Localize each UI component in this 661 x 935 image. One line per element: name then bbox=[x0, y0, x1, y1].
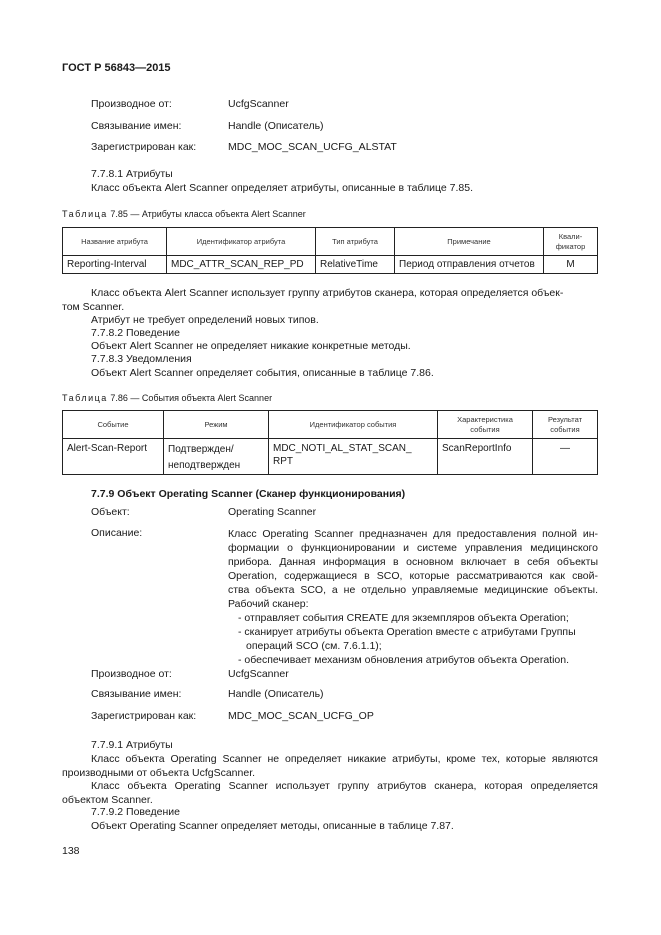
table-86-caption bbox=[62, 393, 272, 403]
col-header bbox=[438, 411, 533, 439]
col-header: Идентификатор события bbox=[269, 411, 438, 439]
col-header: Режим bbox=[164, 411, 269, 439]
col-header-line: события bbox=[550, 424, 580, 434]
table-cell: — bbox=[533, 439, 598, 475]
page-number: 138 bbox=[62, 845, 80, 857]
section-heading-7781: 7.7.8.1 Атрибуты bbox=[91, 168, 173, 180]
paragraph-line: том Scanner. bbox=[62, 301, 125, 313]
derived-label: Производное от: bbox=[91, 98, 172, 110]
object-value: Operating Scanner bbox=[228, 506, 317, 518]
derived-value: UcfgScanner bbox=[228, 668, 289, 680]
derived-value: UcfgScanner bbox=[228, 98, 289, 110]
col-header-line: Результат bbox=[547, 414, 583, 424]
col-header-line: фикатор bbox=[555, 241, 586, 251]
paragraph-line: объектом Scanner. bbox=[62, 794, 153, 806]
table-cell: Alert-Scan-Report bbox=[63, 439, 164, 475]
section-heading-7783: 7.7.8.3 Уведомления bbox=[91, 353, 192, 365]
table-85 bbox=[62, 227, 598, 274]
col-header bbox=[544, 228, 598, 256]
section-heading-7782: 7.7.8.2 Поведение bbox=[91, 327, 180, 339]
paragraph: Объект Alert Scanner определяет события, описанные в таблице 7.86. bbox=[91, 367, 434, 379]
section-heading-7792: 7.7.9.2 Поведение bbox=[91, 806, 180, 818]
description-label: Описание: bbox=[91, 527, 143, 539]
table-cell: Период отправления отчетов bbox=[395, 256, 544, 274]
paragraph: Объект Operating Scanner определяет методы, описанные в таблице 7.87. bbox=[91, 820, 454, 832]
table-85-caption bbox=[62, 209, 306, 219]
description-line: Operation, содержащиеся в SCO, которые рассматриваются как свой- bbox=[228, 570, 598, 582]
col-header: Событие bbox=[63, 411, 164, 439]
col-header: Тип атрибута bbox=[316, 228, 395, 256]
table-cell: M bbox=[544, 256, 598, 274]
col-header: Примечание bbox=[395, 228, 544, 256]
table-86 bbox=[62, 410, 598, 475]
paragraph bbox=[62, 779, 598, 807]
object-label: Объект: bbox=[91, 506, 130, 518]
col-header bbox=[533, 411, 598, 439]
description-line: формации о функционировании и системе управления медицинского bbox=[228, 542, 598, 554]
paragraph: Объект Alert Scanner не определяет никакие конкретные методы. bbox=[91, 340, 411, 352]
table-cell-line: неподтвержден bbox=[168, 460, 241, 471]
section-text-7781: Класс объекта Alert Scanner определяет атрибуты, описанные в таблице 7.85. bbox=[91, 182, 474, 194]
table-cell-line: MDC_NOTI_AL_STAT_SCAN_ bbox=[273, 443, 412, 454]
paragraph-line: Класс объекта Operating Scanner не определяет никакие атрибуты, кроме тех, которые являются bbox=[91, 753, 598, 765]
section-title-779: 7.7.9 Объект Operating Scanner (Сканер функционирования) bbox=[91, 488, 406, 500]
document-id: ГОСТ Р 56843—2015 bbox=[62, 62, 171, 74]
registered-value: MDC_MOC_SCAN_UCFG_OP bbox=[228, 710, 374, 722]
bullet-item: - отправляет события CREATE для экземпляров объекта Operation; bbox=[238, 612, 569, 624]
table-cell-line: RPT bbox=[273, 456, 293, 467]
paragraph-line: Класс объекта Operating Scanner использует группу атрибутов сканера, которая определяется bbox=[91, 780, 598, 792]
table-cell-line: Подтвержден/ bbox=[168, 444, 234, 455]
description-line: Класс Operating Scanner предназначен для предоставления полной ин- bbox=[228, 528, 598, 540]
table-cell: MDC_ATTR_SCAN_REP_PD bbox=[167, 256, 316, 274]
col-header: Название атрибута bbox=[63, 228, 167, 256]
description-line: Рабочий сканер: bbox=[228, 598, 309, 610]
paragraph: Атрибут не требует определений новых типов. bbox=[91, 314, 319, 326]
table-cell bbox=[269, 439, 438, 475]
section-heading-7791: 7.7.9.1 Атрибуты bbox=[91, 739, 173, 751]
registered-value: MDC_MOC_SCAN_UCFG_ALSTAT bbox=[228, 141, 397, 153]
table-caption-text: 7.86 — События объекта Alert Scanner bbox=[110, 393, 273, 403]
table-cell: ScanReportInfo bbox=[438, 439, 533, 475]
col-header-line: Квали- bbox=[558, 231, 583, 241]
col-header-line: события bbox=[470, 424, 500, 434]
table-cell: Reporting-Interval bbox=[63, 256, 167, 274]
col-header: Идентификатор атрибута bbox=[167, 228, 316, 256]
table-caption-text: 7.85 — Атрибуты класса объекта Alert Scanner bbox=[110, 209, 306, 219]
paragraph-line: производными от объекта UcfgScanner. bbox=[62, 767, 256, 779]
naming-value: Handle (Описатель) bbox=[228, 688, 324, 700]
naming-label: Связывание имен: bbox=[91, 688, 182, 700]
paragraph bbox=[62, 286, 598, 314]
naming-label: Связывание имен: bbox=[91, 120, 182, 132]
bullet-item-continuation: операций SCO (см. 7.6.1.1); bbox=[246, 640, 382, 652]
registered-label: Зарегистрирован как: bbox=[91, 710, 197, 722]
paragraph bbox=[62, 752, 598, 780]
table-cell bbox=[164, 439, 269, 475]
col-header-line: Характеристика bbox=[457, 414, 513, 424]
table-caption-prefix: Таблица bbox=[62, 209, 108, 219]
registered-label: Зарегистрирован как: bbox=[91, 141, 197, 153]
description-line: ства объекта SCO, а не отдельно управляемые медицинские объекты. bbox=[228, 584, 598, 596]
derived-label: Производное от: bbox=[91, 668, 172, 680]
table-caption-prefix: Таблица bbox=[62, 393, 108, 403]
table-cell: RelativeTime bbox=[316, 256, 395, 274]
description-text bbox=[228, 527, 598, 667]
paragraph-line: Класс объекта Alert Scanner использует группу атрибутов сканера, которая определяется объек- bbox=[91, 287, 564, 299]
bullet-item: - сканирует атрибуты объекта Operation вместе с атрибутами Группы bbox=[238, 626, 576, 638]
bullet-item: - обеспечивает механизм обновления атрибутов объекта Operation. bbox=[238, 654, 570, 666]
naming-value: Handle (Описатель) bbox=[228, 120, 324, 132]
description-line: прибора. Данная информация в основном включает в себя объекты bbox=[228, 556, 598, 568]
